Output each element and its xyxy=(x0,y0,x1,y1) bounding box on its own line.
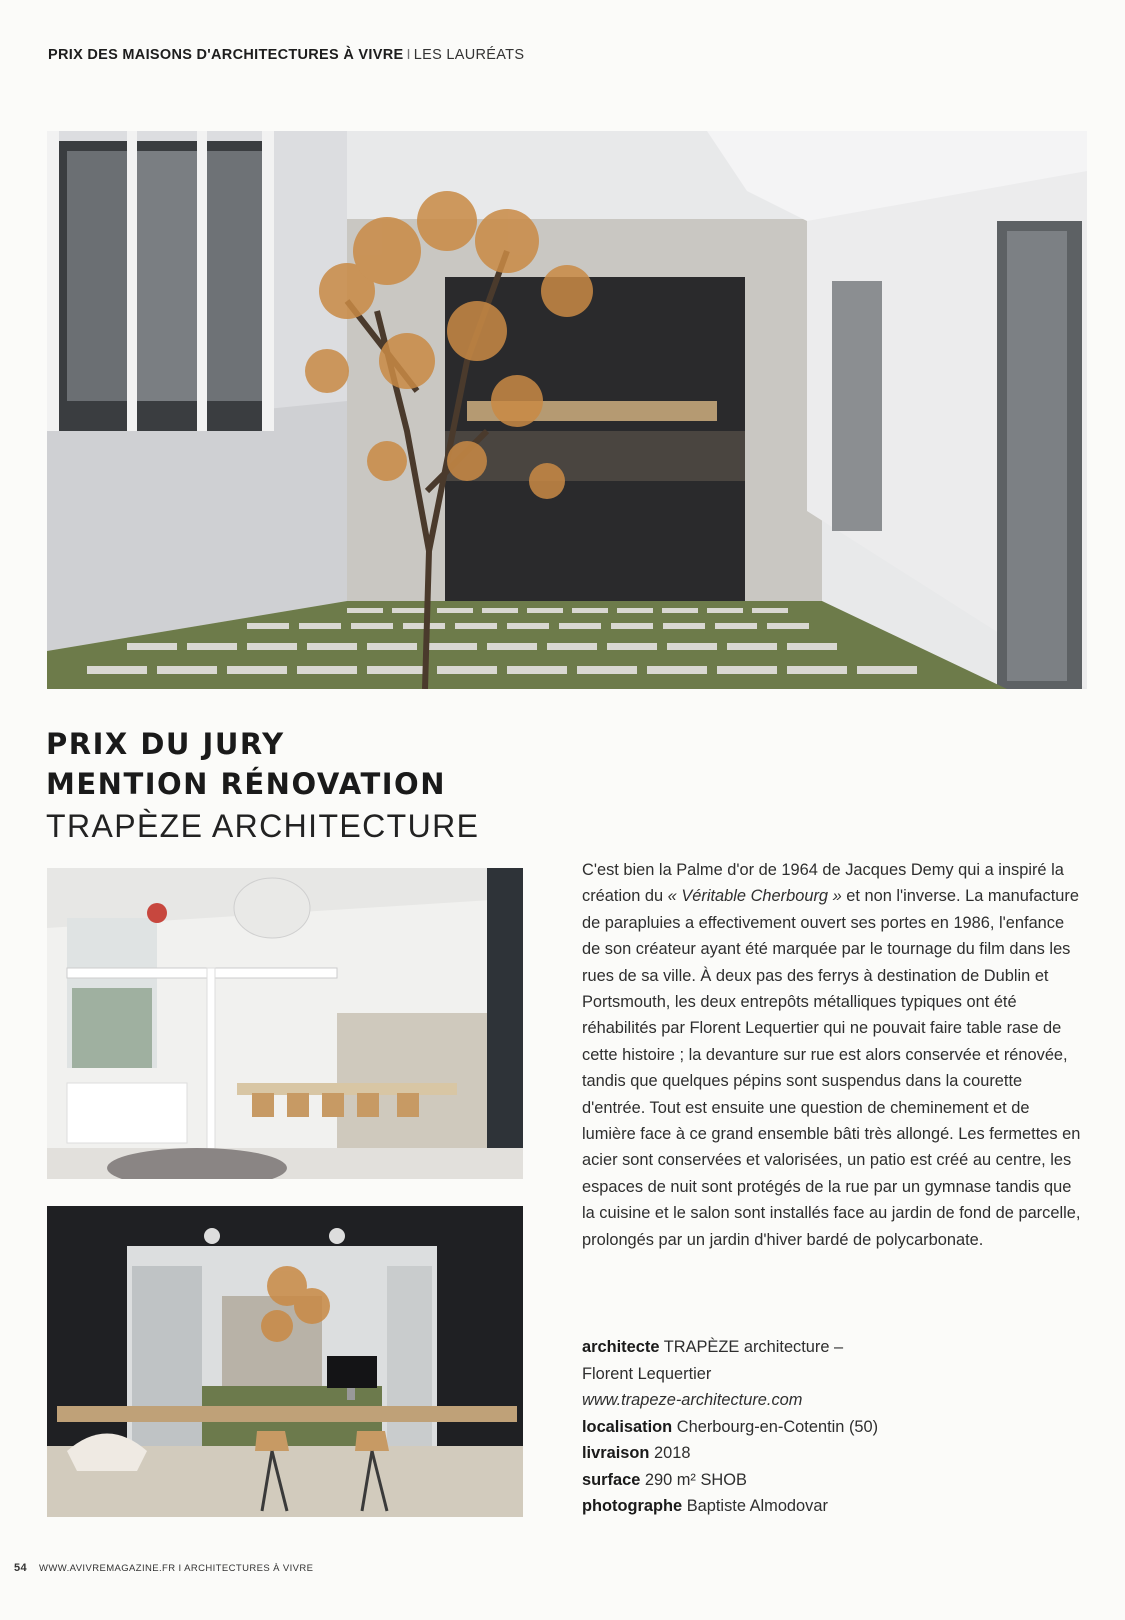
credit-localisation-value: Cherbourg-en-Cotentin (50) xyxy=(676,1417,879,1436)
credit-surface-value: 290 m² SHOB xyxy=(644,1470,747,1489)
project-credits xyxy=(582,1334,1082,1520)
page-number: 54 xyxy=(14,1562,28,1574)
body-part-1: C'est bien la Palme d'or de 1964 de Jacques Demy qui a inspiré la création du xyxy=(582,861,1064,906)
credit-architecte-label: architecte xyxy=(582,1338,660,1356)
credit-surface-label: surface xyxy=(582,1470,641,1489)
credit-architecte-value: TRAPÈZE architecture – xyxy=(663,1338,844,1356)
article-title xyxy=(46,724,606,846)
credit-localisation xyxy=(582,1414,1082,1441)
credit-livraison-label: livraison xyxy=(582,1444,650,1462)
credit-livraison-value: 2018 xyxy=(653,1444,691,1462)
credit-localisation-label: localisation xyxy=(582,1417,673,1436)
article-body xyxy=(582,857,1082,1253)
credit-website-link[interactable]: www.trapeze-architecture.com xyxy=(582,1391,803,1409)
page-footer xyxy=(14,1562,313,1574)
courtyard-photo xyxy=(47,131,1087,689)
title-line-1: PRIX DU JURY xyxy=(46,727,285,761)
header-subsection: LES LAURÉATS xyxy=(413,47,525,63)
header-separator: I xyxy=(406,47,411,63)
living-room-photo xyxy=(47,1206,523,1517)
title-line-2: MENTION RÉNOVATION xyxy=(46,767,446,801)
credit-architecte xyxy=(582,1334,1082,1361)
body-paragraph xyxy=(582,857,1082,1253)
footer-text: WWW.AVIVREMAGAZINE.FR I ARCHITECTURES À VIVRE xyxy=(39,1563,314,1574)
credit-photographe-value: Baptiste Almodovar xyxy=(686,1497,828,1515)
credit-livraison xyxy=(582,1440,1082,1467)
credit-architecte-name: Florent Lequertier xyxy=(582,1364,712,1383)
body-part-2: et non l'inverse. La manufacture de parapluies a effectivement ouvert ses portes en 1986, l'enfance de son créateur ayant été marquée par le tournage du film dans les rues de sa ville. À deux pas des ferrys à destination de Dublin et Portsmouth, les deux entrepôts métalliques typiques ont été réhabilités par Florent Lequertier qui ne pouvait faire table rase de cette histoire ; la devanture sur rue est alors conservée et rénovée, tandis que quelques pépins sont suspendus dans la courette d'entrée. Tout est ensuite une question de cheminement et de lumière face à ce grand ensemble bâti très allongé. Les fermettes en acier sont conservées et valorisées, un patio est créé au centre, les espaces de nuit sont protégés de la rue par un gymnase tandis que la cuisine et le salon sont installés face au jardin de fond de parcelle, prolongés par un jardin d'hiver bardé de polycarbonate. xyxy=(582,887,1081,1249)
running-header xyxy=(48,47,524,63)
credit-surface xyxy=(582,1467,1082,1494)
credit-photographe xyxy=(582,1493,1082,1520)
body-italic-title: « Véritable Cherbourg » xyxy=(667,887,842,906)
kitchen-photo xyxy=(47,868,523,1179)
title-line-3: TRAPÈZE ARCHITECTURE xyxy=(46,808,480,844)
credit-photographe-label: photographe xyxy=(582,1497,683,1515)
header-section: PRIX DES MAISONS D'ARCHITECTURES À VIVRE xyxy=(48,47,404,63)
